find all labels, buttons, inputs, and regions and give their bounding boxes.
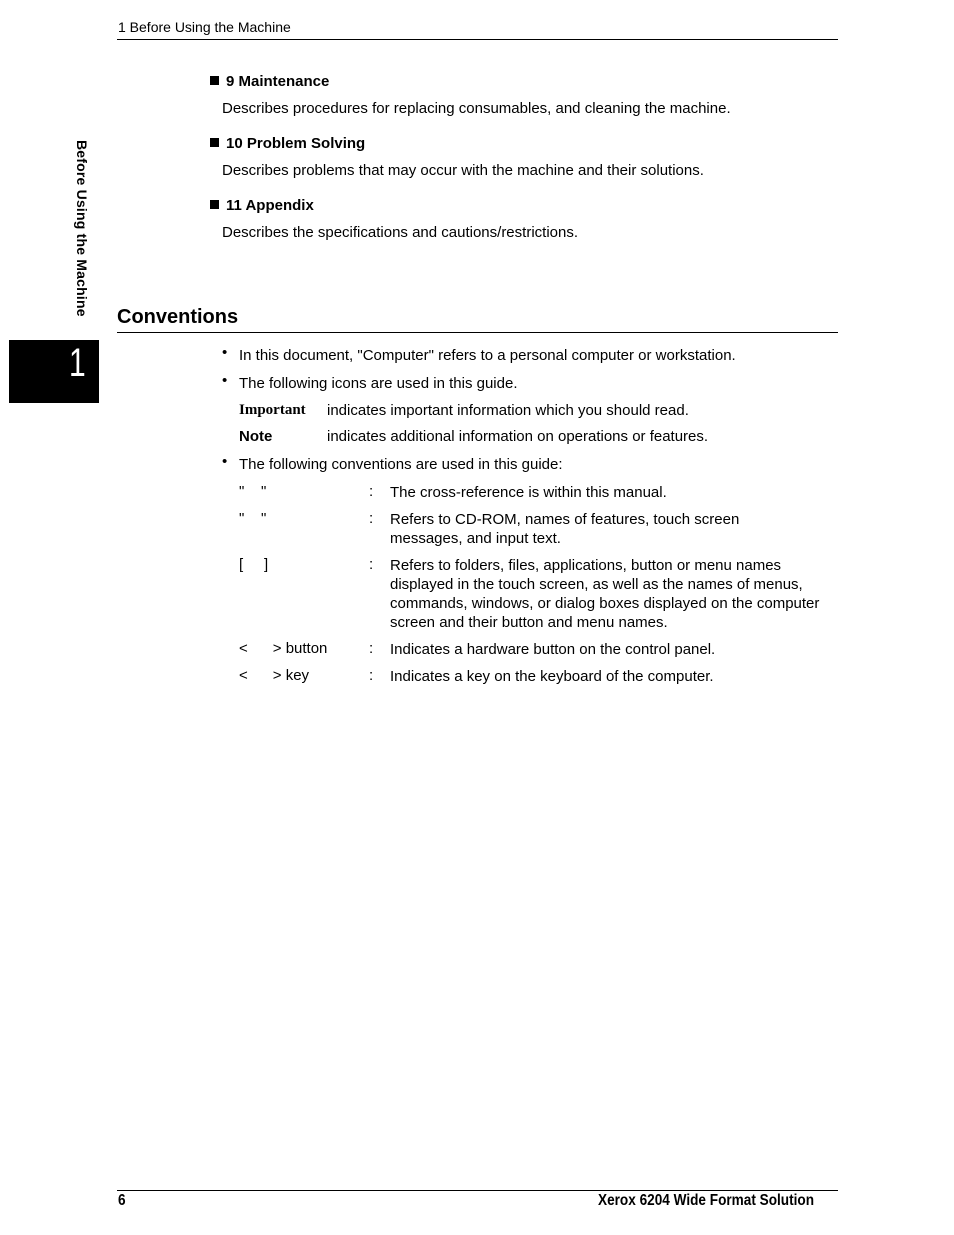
footer-product-title: Xerox 6204 Wide Format Solution bbox=[598, 1192, 815, 1209]
header-rule bbox=[117, 39, 838, 40]
conventions-heading: Conventions bbox=[117, 306, 239, 328]
section-heading: 10 Problem Solving bbox=[210, 135, 365, 152]
page-number: 6 bbox=[118, 1192, 126, 1209]
running-header: 1 Before Using the Machine bbox=[118, 19, 291, 35]
square-bullet-icon bbox=[210, 138, 219, 147]
chapter-tab bbox=[9, 340, 99, 403]
convention-colon: : bbox=[369, 640, 374, 657]
square-bullet-icon bbox=[210, 76, 219, 85]
convention-description: Refers to CD-ROM, names of features, touch screen messages, and input text. bbox=[390, 511, 740, 547]
convention-description: Refers to folders, files, applications, button or menu names displayed in the touch screen, as well as the names of menus, commands, windows, or dialog boxes displayed on the computer screen and their button and menu names. bbox=[390, 557, 820, 631]
bullet-item: • The following icons are used in this guide. bbox=[222, 372, 518, 392]
square-bullet-icon bbox=[210, 200, 219, 209]
convention-symbol: " " bbox=[239, 510, 267, 527]
convention-description: The cross-reference is within this manual. bbox=[390, 484, 667, 501]
section-heading: 9 Maintenance bbox=[210, 73, 329, 90]
important-icon-label: Important bbox=[239, 402, 306, 418]
bullet-item: • In this document, "Computer" refers to a personal computer or workstation. bbox=[222, 344, 736, 364]
section-description: Describes problems that may occur with the machine and their solutions. bbox=[222, 162, 704, 179]
icon-meaning: indicates additional information on operations or features. bbox=[327, 428, 709, 445]
convention-symbol: < > button bbox=[239, 640, 328, 657]
convention-symbol: " " bbox=[239, 483, 267, 500]
bullet-dot-icon: • bbox=[222, 372, 228, 389]
icon-meaning: indicates important information which you should read. bbox=[327, 402, 689, 419]
convention-colon: : bbox=[369, 510, 374, 527]
convention-description: Indicates a key on the keyboard of the computer. bbox=[390, 668, 714, 685]
convention-colon: : bbox=[369, 483, 374, 500]
section-description: Describes the specifications and cautions/restrictions. bbox=[222, 224, 579, 241]
note-icon-label: Note bbox=[239, 428, 273, 445]
section-description: Describes procedures for replacing consumables, and cleaning the machine. bbox=[222, 100, 731, 117]
bullet-dot-icon: • bbox=[222, 453, 228, 470]
conventions-rule bbox=[117, 332, 838, 333]
side-tab-label: Before Using the Machine bbox=[74, 140, 90, 317]
section-heading: 11 Appendix bbox=[210, 197, 314, 214]
bullet-item: • The following conventions are used in this guide: bbox=[222, 453, 563, 473]
convention-colon: : bbox=[369, 667, 374, 684]
convention-symbol: < > key bbox=[239, 667, 310, 684]
convention-description: Indicates a hardware button on the control panel. bbox=[390, 641, 716, 658]
side-tab bbox=[60, 140, 100, 332]
convention-colon: : bbox=[369, 556, 374, 573]
bullet-dot-icon: • bbox=[222, 344, 228, 361]
convention-symbol: [ ] bbox=[239, 556, 269, 573]
footer-rule bbox=[117, 1190, 838, 1191]
chapter-number: 1 bbox=[69, 341, 86, 385]
